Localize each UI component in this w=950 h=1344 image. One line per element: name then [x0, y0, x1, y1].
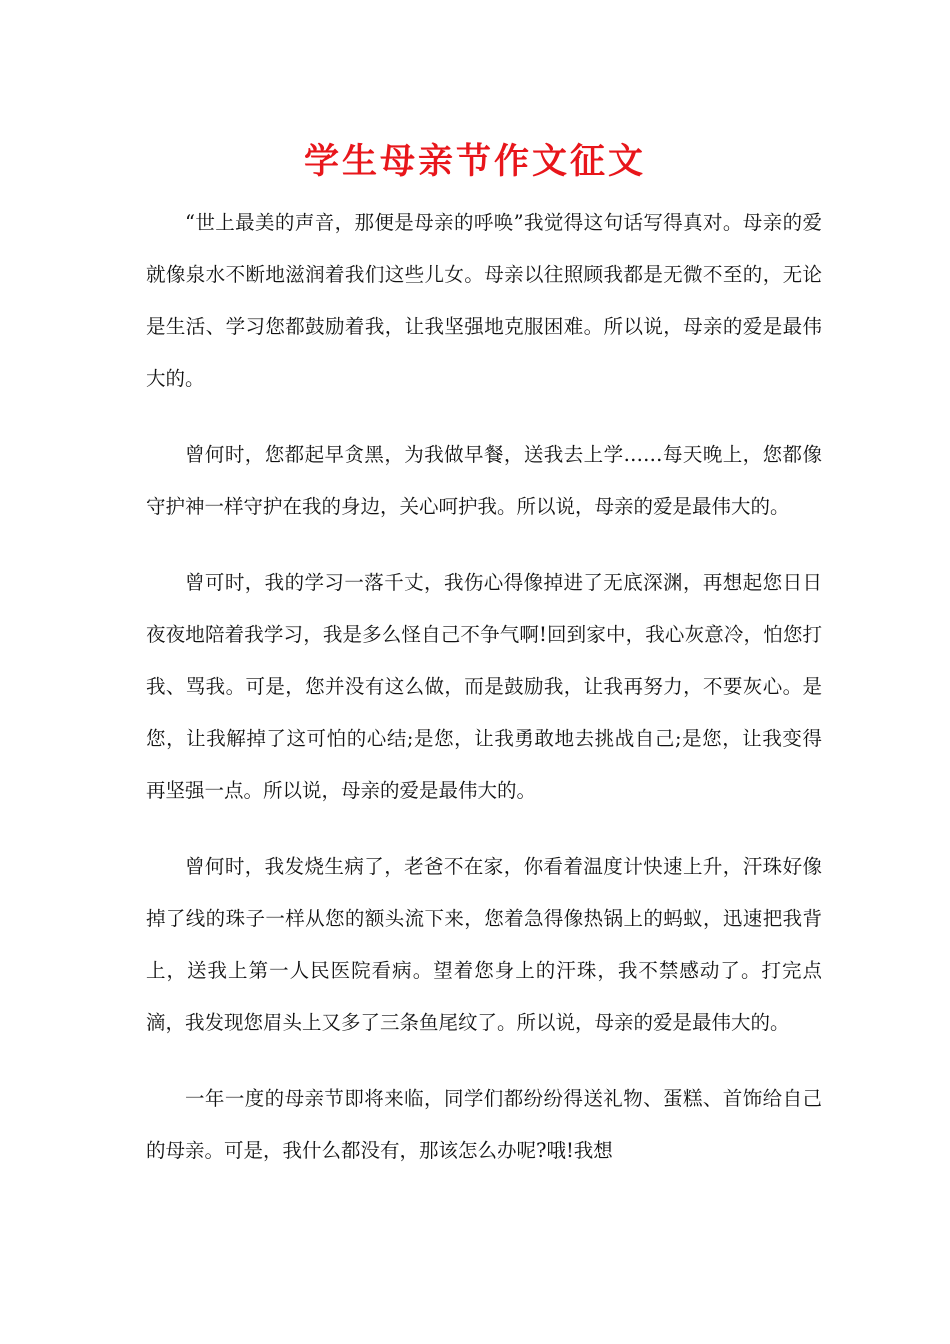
paragraph-2: 曾何时，您都起早贪黑，为我做早餐，送我去上学……每天晚上，您都像守护神一样守护在我的身边，关心呵护我。所以说，母亲的爱是最伟大的。 — [146, 443, 822, 518]
paragraph-3: 曾可时，我的学习一落千丈，我伤心得像掉进了无底深渊，再想起您日日夜夜地陪着我学习，我是多么怪自己不争气啊!回到家中，我心灰意冷，怕您打我、骂我。可是，您并没有这么做，而是鼓励我，让我再努力，不要灰心。是您，让我解掉了这可怕的心结;是您，让我勇敢地去挑战自己;是您，让我变得再坚强一点。所以说，母亲的爱是最伟大的。 — [146, 571, 822, 802]
paragraph-5: 一年一度的母亲节即将来临，同学们都纷纷得送礼物、蛋糕、首饰给自己的母亲。可是，我什么都没有，那该怎么办呢?哦!我想 — [146, 1087, 822, 1162]
paragraph-1: “世上最美的声音，那便是母亲的呼唤”我觉得这句话写得真对。母亲的爱就像泉水不断地滋润着我们这些儿女。母亲以往照顾我都是无微不至的，无论是生活、学习您都鼓励着我，让我坚强地克服困难。所以说，母亲的爱是最伟大的。 — [146, 211, 822, 390]
document-title: 学生母亲节作文征文 — [303, 141, 646, 182]
document-body — [146, 197, 822, 1201]
paragraph-4: 曾何时，我发烧生病了，老爸不在家，你看着温度计快速上升，汗珠好像掉了线的珠子一样从您的额头流下来，您着急得像热锅上的蚂蚁，迅速把我背上，送我上第一人民医院看病。望着您身上的汗珠，我不禁感动了。打完点滴，我发现您眉头上又多了三条鱼尾纹了。所以说，母亲的爱是最伟大的。 — [146, 855, 822, 1034]
